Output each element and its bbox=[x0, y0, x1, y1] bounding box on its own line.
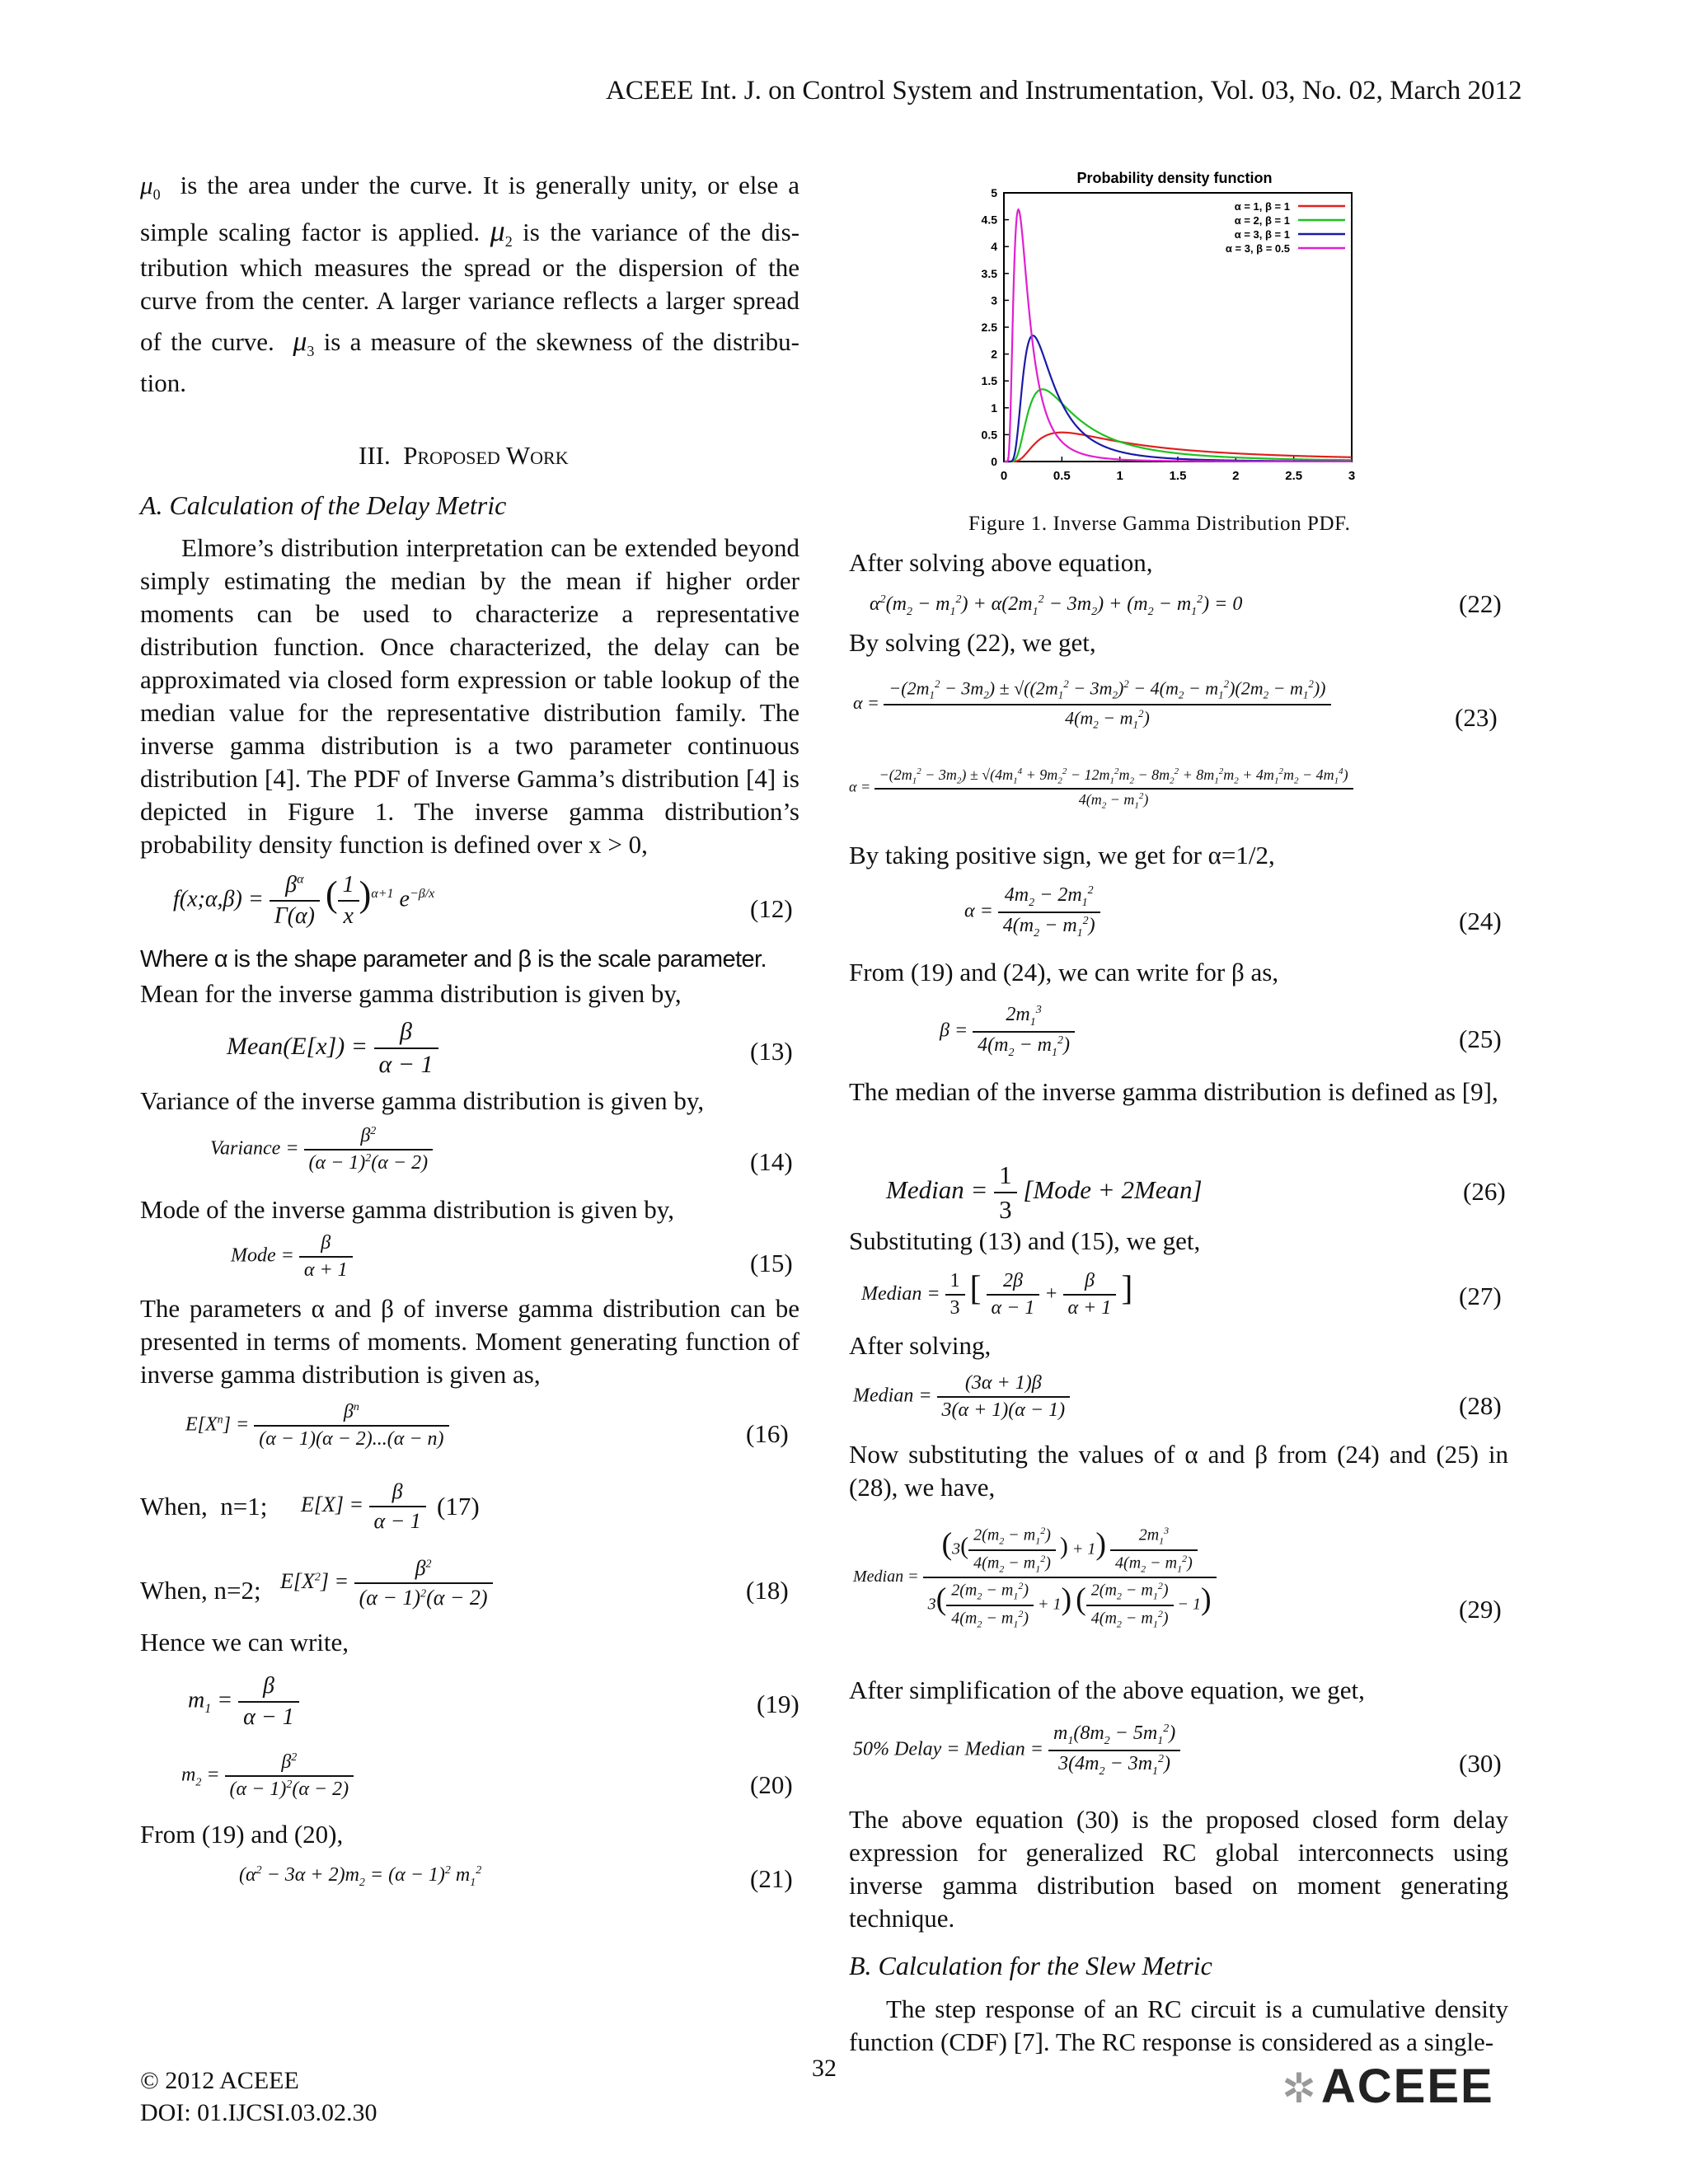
equation-number-12: (12) bbox=[750, 894, 793, 923]
after-solving-above: After solving above equation, bbox=[849, 548, 1153, 577]
equation-20: $m_2$ = $\frac{\beta^2}{(\alpha - 1)^2(\alpha - 2)}$ bbox=[181, 1751, 354, 1801]
intro-line-2: simple scaling factor is applied. $\mu_2$ is the variance of the dis- bbox=[140, 214, 800, 251]
equation-number-17: (17) bbox=[437, 1492, 480, 1521]
equation-number-27: (27) bbox=[1459, 1282, 1502, 1310]
acee-logo: ✲ACEEE bbox=[1282, 2060, 1494, 2113]
after-solving: After solving, bbox=[849, 1331, 992, 1360]
when-n1: When, n=1; bbox=[140, 1492, 268, 1521]
equation-27: Median = $\frac{1}{3}$ [ $\frac{2\beta}{\alpha - 1}$ + $\frac{\beta}{\alpha + 1}$ ] bbox=[861, 1270, 1133, 1319]
y-tick-label: 1 bbox=[991, 401, 997, 415]
substituting-line: Substituting (13) and (15), we get, bbox=[849, 1226, 1201, 1255]
above-equation-para: The above equation (30) is the proposed closed form delay expression for generalized RC global interconnects using inverse gamma distribution based on moment generating technique. bbox=[849, 1805, 1508, 1933]
now-substituting: Now substituting the values of α and β from (24) and (25) in (28), we have, bbox=[849, 1440, 1508, 1502]
equation-number-23: (23) bbox=[1455, 703, 1498, 732]
y-tick-label: 0.5 bbox=[981, 428, 997, 442]
equation-13: Mean(E[x]) = $\frac{\beta}{\alpha - 1}$ bbox=[227, 1018, 438, 1079]
y-tick-label: 4.5 bbox=[981, 213, 997, 227]
equation-25: β = $\frac{2m_1^3}{4(m_2 - m_1^2)}$ bbox=[940, 1004, 1075, 1060]
equation-number-24: (24) bbox=[1459, 907, 1502, 935]
mean-line: Mean for the inverse gamma distribution is given by, bbox=[140, 979, 682, 1008]
by-taking-positive: By taking positive sign, we get for α=1/2, bbox=[849, 841, 1275, 869]
copyright: © 2012 ACEEE bbox=[140, 2067, 299, 2094]
equation-19: $m_1$ = $\frac{\beta}{\alpha - 1}$ bbox=[188, 1673, 299, 1731]
when-n2: When, n=2; bbox=[140, 1576, 261, 1605]
equation-number-26: (26) bbox=[1463, 1177, 1506, 1206]
equation-21: $(\alpha^2 - 3\alpha + 2)m_2 = (\alpha - 1)^2$ $m_1^2$ bbox=[239, 1864, 482, 1889]
y-tick-label: 2 bbox=[991, 347, 997, 361]
chart-axes bbox=[982, 186, 1356, 483]
section-title: III. Proposed Work bbox=[359, 441, 569, 470]
equation-number-20: (20) bbox=[750, 1770, 793, 1799]
equation-number-16: (16) bbox=[746, 1419, 789, 1448]
from-19-24: From (19) and (24), we can write for β as, bbox=[849, 958, 1279, 987]
legend-label-2: α = 2, β = 1 bbox=[1234, 214, 1290, 227]
equation-number-14: (14) bbox=[750, 1147, 793, 1176]
x-tick-label: 3 bbox=[1348, 469, 1356, 483]
intro-line-1: $\mu_0$ is the area under the curve. It is generally unity, or else a bbox=[140, 171, 799, 204]
equation-30: 50% Delay = Median = $\frac{m_1(8m_2 - 5m_1^2)}{3(4m_2 - 3m_1^2)}$ bbox=[853, 1722, 1180, 1779]
y-tick-label: 2.5 bbox=[981, 321, 997, 334]
x-tick-label: 1.5 bbox=[1169, 469, 1187, 483]
equation-17: E[X] = $\frac{\beta}{\alpha - 1}$ bbox=[301, 1479, 426, 1534]
left-column bbox=[140, 169, 799, 400]
legend-label-1: α = 1, β = 1 bbox=[1234, 200, 1290, 213]
y-tick-label: 4 bbox=[991, 240, 997, 254]
by-solving-22: By solving (22), we get, bbox=[849, 628, 1096, 657]
subsection-b-title: B. Calculation for the Slew Metric bbox=[849, 1951, 1212, 1980]
subsection-a-title: A. Calculation of the Delay Metric bbox=[140, 490, 507, 520]
equation-number-19: (19) bbox=[757, 1690, 799, 1718]
equation-number-15: (15) bbox=[750, 1249, 793, 1277]
y-tick-label: 3.5 bbox=[981, 266, 997, 280]
series-line-2 bbox=[1005, 389, 1352, 462]
y-tick-label: 3 bbox=[991, 293, 997, 307]
intro-line-4: curve from the center. A larger variance reflects a larger spread bbox=[140, 286, 799, 315]
equation-18: $E[X^2]$ = $\frac{\beta^2}{(\alpha - 1)^2(\alpha - 2)}$ bbox=[280, 1556, 493, 1610]
equation-14: Variance = $\frac{\beta^2}{(\alpha - 1)^2(\alpha - 2)}$ bbox=[210, 1125, 433, 1174]
x-tick-label: 0.5 bbox=[1053, 469, 1071, 483]
equation-number-21: (21) bbox=[750, 1864, 793, 1893]
equation-15: Mode = $\frac{\beta}{\alpha + 1}$ bbox=[231, 1232, 353, 1282]
x-tick-label: 1 bbox=[1116, 469, 1123, 483]
chart-legend bbox=[1226, 200, 1345, 255]
equation-number-22: (22) bbox=[1459, 589, 1502, 618]
y-tick-label: 1.5 bbox=[981, 374, 997, 388]
paragraph-parameters: The parameters α and β of inverse gamma distribution can be presented in terms of moments. Moment generating function of inverse gamma distribution is given as, bbox=[140, 1294, 799, 1389]
pdf-chart bbox=[964, 165, 1376, 494]
paragraph-delay-metric: Elmore’s distribution interpretation can be extended beyond simply estimating the median by the mean if higher order moments can be used to characterize a representative distribution function. Once characterized, the delay can be approximated via closed form expression or table lookup of the median value for the representative distribution family. The inverse gamma distribution is a two parameter continuous distribution [4]. The PDF of Inverse Gamma’s distribution [4] is depicted in Figure 1. The inverse gamma distribution’s probability density function is defined over x > 0, bbox=[140, 533, 799, 859]
equation-number-28: (28) bbox=[1459, 1391, 1502, 1420]
slew-paragraph: The step response of an RC circuit is a cumulative density function (CDF) [7]. The RC response is considered as a single- bbox=[849, 1994, 1508, 2056]
hence-line: Hence we can write, bbox=[140, 1628, 349, 1657]
legend-label-4: α = 3, β = 0.5 bbox=[1225, 242, 1290, 255]
star-icon: ✲ bbox=[1282, 2065, 1318, 2111]
mode-line: Mode of the inverse gamma distribution is given by, bbox=[140, 1195, 675, 1224]
doi: DOI: 01.IJCSI.03.02.30 bbox=[140, 2099, 377, 2126]
y-tick-label: 0 bbox=[991, 455, 997, 468]
equation-29: Median = (3( $\frac{2(m_2 - m_1^2)}{4(m_2 - m_1^2)}$ ) + 1) $\frac{2m_1^3}{4(m_2 - m_1^2)}$ 3( $\frac{2(m_2 - m_1^2)}{4(m_2 - m_1^2)}$ + 1) ( $\frac{2(m_2 - m_1^2)}{4(m_2 - m_1^2)}$ − 1) bbox=[853, 1525, 1217, 1631]
x-tick-label: 0 bbox=[1000, 469, 1008, 483]
equation-number-25: (25) bbox=[1459, 1024, 1502, 1053]
where-line: Where α is the shape parameter and β is the scale parameter. bbox=[140, 946, 767, 972]
equation-12: f(x;α,β) = $\frac{\beta^\alpha}{\Gamma(\alpha)}$ ( $\frac{1}{x}$ )$^{\alpha+1}$ $e^{-\beta/x}$ bbox=[173, 872, 435, 929]
equation-number-29: (29) bbox=[1459, 1595, 1502, 1624]
intro-line-5: of the curve. $\mu_3$ is a measure of the skewness of the distribu- bbox=[140, 326, 800, 360]
y-tick-label: 5 bbox=[991, 186, 997, 199]
page-number: 32 bbox=[812, 2055, 837, 2082]
equation-22: $\alpha^2(m_2 - m_1^2) + \alpha(2m_1^2 - 3m_2) + (m_2 - m_1^2) = 0$ bbox=[870, 593, 1243, 618]
equation-23b: α = $-(2m_1^2 - 3m_2) \pm √(4m_1^4 + 9m_2^2 - 12m_1^2m_2 - 8m_2^2 + 8m_1^2m_2 + 4m_1^2m_2 - 4m_1^4)$ $4(m_2 - m_1^2)$ bbox=[849, 766, 1353, 810]
median-definition: The median of the inverse gamma distribution is defined as [9], bbox=[849, 1077, 1498, 1106]
equation-number-18: (18) bbox=[746, 1576, 789, 1605]
equation-number-13: (13) bbox=[750, 1037, 793, 1066]
figure-caption: Figure 1. Inverse Gamma Distribution PDF. bbox=[968, 513, 1351, 535]
figure-1 bbox=[964, 165, 1376, 494]
legend-label-3: α = 3, β = 1 bbox=[1234, 228, 1290, 241]
after-simplification: After simplification of the above equation, we get, bbox=[849, 1675, 1365, 1704]
from-19-20: From (19) and (20), bbox=[140, 1820, 344, 1849]
equation-23a: α = $\frac{-(2m_1^2 - 3m_2) \pm √((2m_1^2 - 3m_2)^2 - 4(m_2 - m_1^2)(2m_2 - m_1^2))}{4(m_2 - m_1^2)}$ bbox=[853, 677, 1331, 731]
variance-line: Variance of the inverse gamma distribution is given by, bbox=[140, 1086, 705, 1115]
chart-title: Probability density function bbox=[1076, 170, 1273, 186]
intro-line-3: tribution which measures the spread or the dispersion of the bbox=[140, 253, 799, 282]
equation-26: Median = $\frac{1}{3}$ [Mode + 2Mean] bbox=[886, 1160, 1203, 1224]
x-tick-label: 2.5 bbox=[1285, 469, 1303, 483]
x-tick-label: 2 bbox=[1232, 469, 1240, 483]
intro-line-6: tion. bbox=[140, 368, 186, 397]
journal-header: ACEEE Int. J. on Control System and Instrumentation, Vol. 03, No. 02, March 2012 bbox=[606, 76, 1522, 105]
equation-16: $E[X^n]$ = $\frac{\beta^n}{(\alpha - 1)(\alpha - 2)...(\alpha - n)}$ bbox=[185, 1401, 449, 1451]
equation-24: α = $\frac{4m_2 - 2m_1^2}{4(m_2 - m_1^2)}$ bbox=[964, 884, 1100, 940]
equation-number-30: (30) bbox=[1459, 1749, 1502, 1778]
equation-28: Median = $\frac{(3\alpha + 1)\beta}{3(\alpha + 1)(\alpha - 1)}$ bbox=[853, 1372, 1070, 1422]
